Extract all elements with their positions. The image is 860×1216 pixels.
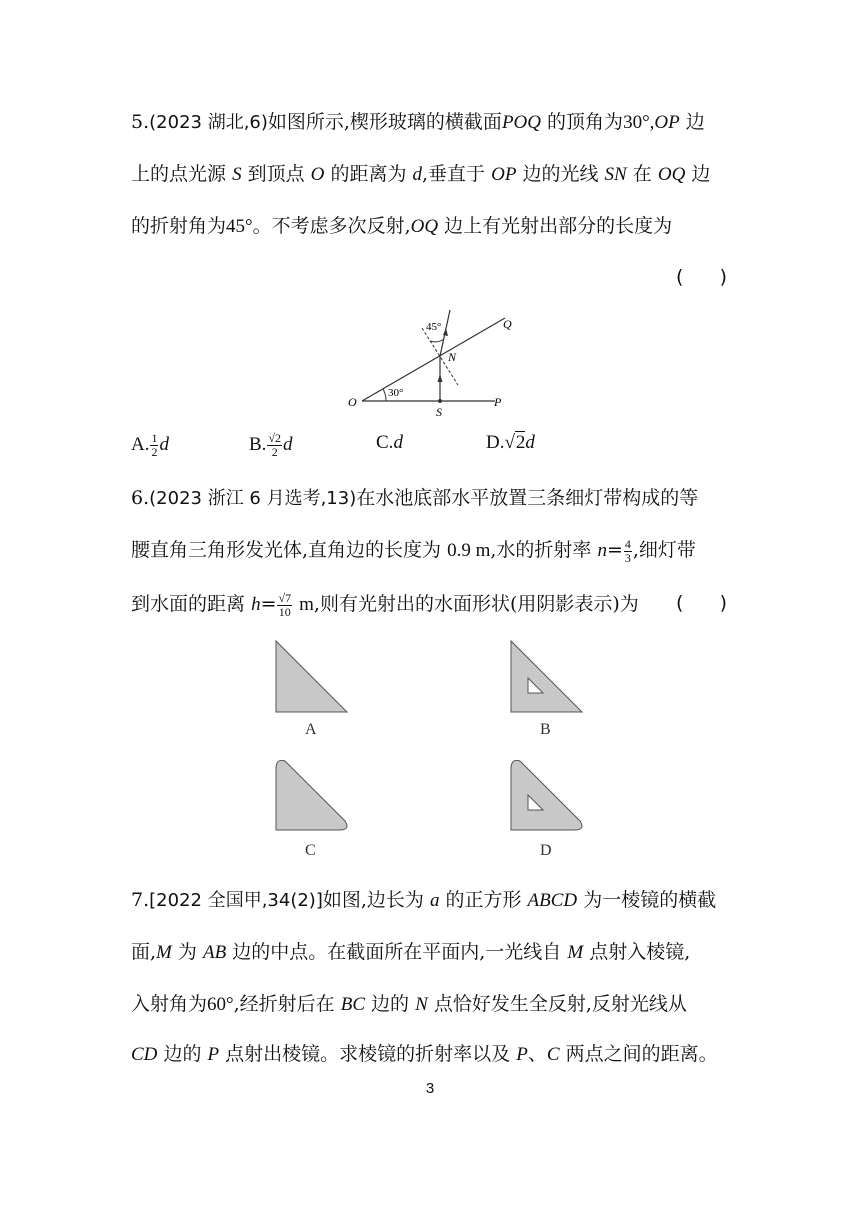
option-letter: B. — [249, 433, 267, 455]
label-q: Q — [503, 317, 512, 331]
label-p: P — [494, 395, 502, 409]
text: 的正方形 — [445, 889, 522, 911]
var: d — [525, 432, 535, 453]
text: 边上有光射出部分的长度为 — [444, 215, 673, 237]
var: d — [393, 432, 403, 453]
var: OQ — [410, 216, 439, 237]
text: 。不考虑多次反射, — [252, 215, 411, 237]
var: M — [156, 942, 172, 963]
option-letter: D. — [486, 432, 505, 453]
q5-wedge-figure — [340, 308, 540, 418]
text: 点射出棱镜。求棱镜的折射率以及 — [225, 1043, 511, 1065]
shape-c — [273, 755, 353, 835]
text: ,经折射后在 — [233, 993, 335, 1015]
text: 的距离为 — [330, 163, 407, 185]
text: 边 — [691, 163, 711, 185]
value: 30°, — [623, 112, 655, 133]
question-number: 5. — [131, 111, 150, 133]
option-a — [131, 432, 169, 459]
var: d — [412, 164, 423, 185]
q5-line-2 — [131, 160, 710, 189]
value: 60° — [207, 994, 234, 1015]
text: 边的 — [163, 1043, 202, 1065]
var: OP — [654, 112, 680, 133]
var: CD — [131, 1044, 158, 1065]
question-source: (2023 浙江 6 月选考,13) — [149, 488, 357, 509]
text: 边的光线 — [522, 163, 599, 185]
ray-arrow — [438, 374, 443, 382]
page-number: 3 — [425, 1080, 435, 1097]
angle-30-arc — [383, 389, 386, 401]
numerator: √7 — [278, 590, 292, 605]
var: a — [429, 890, 440, 911]
q7-line-1 — [131, 886, 716, 915]
shape-a — [273, 638, 353, 718]
var: OQ — [657, 164, 686, 185]
text: 到顶点 — [247, 163, 305, 185]
numerator: √2 — [268, 431, 282, 445]
text: 点射入棱镜, — [589, 941, 691, 963]
var: OP — [491, 164, 517, 185]
shape-d — [508, 755, 588, 835]
var: N — [415, 994, 428, 1015]
text: 入射角为 — [131, 993, 208, 1015]
text: 到水面的距离 — [131, 593, 246, 615]
text: 如图,边长为 — [322, 889, 424, 911]
text: ,垂直于 — [422, 163, 486, 185]
q5-line-1 — [131, 108, 705, 137]
shape-label-b: B — [540, 721, 551, 738]
var: POQ — [501, 112, 541, 133]
numerator: 1 — [151, 431, 158, 445]
sqrt-sign: √ — [504, 432, 515, 453]
shape-label-c: C — [305, 842, 316, 859]
var: n — [597, 540, 607, 561]
numerator: 4 — [624, 536, 631, 551]
q6-answer-blank: ( ) — [676, 592, 728, 614]
shape-label-d: D — [540, 842, 552, 859]
option-letter: A. — [131, 433, 150, 455]
value: 0.9 m — [447, 540, 491, 561]
denominator: 3 — [624, 550, 631, 565]
label-o: O — [348, 395, 357, 409]
option-c — [376, 432, 403, 454]
var: P — [516, 1044, 528, 1065]
q5-line-3 — [131, 212, 672, 241]
shape-b — [508, 638, 588, 718]
var: d — [283, 433, 293, 455]
shape-label-a: A — [305, 721, 317, 738]
text: ,则有光射出的水面形状(用阴影表示)为 — [313, 593, 639, 615]
fraction — [267, 432, 282, 459]
text: 边的 — [371, 993, 410, 1015]
question-source: [2022 全国甲,34(2)] — [149, 890, 323, 911]
text: 上的点光源 — [131, 163, 227, 185]
q5-answer-blank: ( ) — [676, 266, 728, 288]
q6-line-3 — [131, 590, 639, 619]
var: h — [251, 594, 261, 615]
option-b — [249, 432, 293, 459]
fraction — [624, 538, 632, 565]
text: 为一棱镜的横截 — [583, 889, 717, 911]
var: C — [546, 1044, 560, 1065]
text: ,细灯带 — [632, 539, 696, 561]
var: M — [567, 942, 584, 963]
q6-line-2 — [131, 536, 696, 565]
radicand: 2 — [515, 432, 526, 453]
var: d — [159, 433, 169, 455]
value: 45° — [226, 216, 253, 237]
text: 、 — [527, 1043, 547, 1065]
text: 点恰好发生全反射,反射光线从 — [433, 993, 687, 1015]
var: O — [310, 164, 325, 185]
fraction — [150, 432, 158, 459]
var: S — [232, 164, 242, 185]
text: 面, — [131, 941, 157, 963]
question-source: (2023 湖北,6) — [149, 112, 268, 133]
denominator: 2 — [151, 445, 158, 459]
q7-line-4 — [131, 1040, 718, 1069]
label-s: S — [436, 405, 442, 418]
text: 边的中点。在截面所在平面内,一光线自 — [232, 941, 562, 963]
denominator: 2 — [271, 445, 278, 459]
point-s — [438, 399, 442, 403]
text: 如图所示,楔形玻璃的横截面 — [267, 111, 502, 133]
angle-45-arc — [430, 339, 444, 342]
text: ,水的折射率 — [490, 539, 592, 561]
q7-line-2 — [131, 938, 690, 967]
label-30: 30° — [388, 387, 404, 399]
var: P — [207, 1044, 220, 1065]
option-d — [486, 432, 535, 454]
unit: m — [299, 594, 314, 615]
var: BC — [340, 994, 365, 1015]
text: 为 — [177, 941, 197, 963]
text: 在水池底部水平放置三条细灯带构成的等 — [356, 487, 699, 509]
denominator: 10 — [278, 604, 291, 619]
text: = — [260, 593, 277, 615]
refracted-arrow — [443, 328, 448, 336]
fraction — [277, 592, 292, 619]
text: 的顶角为 — [547, 111, 624, 133]
label-n: N — [448, 350, 457, 364]
var: SN — [604, 164, 627, 185]
q7-line-3 — [131, 990, 687, 1019]
text: 两点之间的距离。 — [565, 1043, 718, 1065]
var: AB — [202, 942, 227, 963]
text: 的折射角为 — [131, 215, 227, 237]
question-number: 7. — [131, 889, 150, 911]
label-45: 45° — [426, 321, 442, 333]
text: 腰直角三角形发光体,直角边的长度为 — [131, 539, 442, 561]
q6-line-1 — [131, 484, 698, 513]
var: ABCD — [527, 890, 578, 911]
text: 边 — [685, 111, 705, 133]
text: 在 — [632, 163, 652, 185]
option-letter: C. — [376, 432, 394, 453]
question-number: 6. — [131, 487, 150, 509]
text: = — [606, 539, 623, 561]
